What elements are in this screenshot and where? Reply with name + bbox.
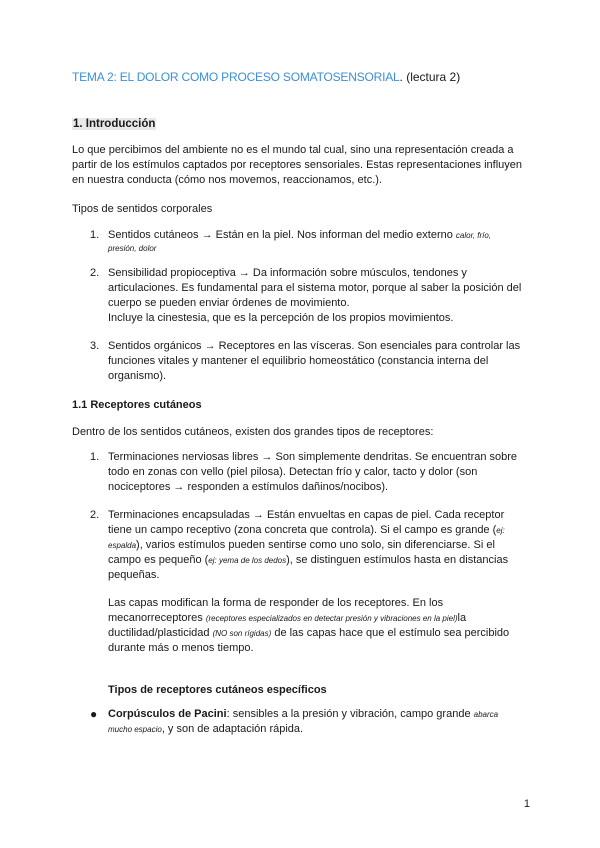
list-item: 2. Sensibilidad propioceptiva → Da información sobre músculos, tendones y articulaciones. Es fundamental para el sistema motor, porque al saber la posición del cuerpo se pueden enviar órdenes de movimiento. Incluye la cinestesia, que es la percepción de los propios movimientos. (90, 267, 522, 324)
section-heading-receptores: 1.1 Receptores cutáneos (72, 399, 202, 411)
list-item: 3. Sentidos orgánicos → Receptores en las vísceras. Son esenciales para controlar las funciones vitales y mantener el equilibrio homeostático (constancia interna del organismo). (90, 340, 521, 382)
receptores-intro: Dentro de los sentidos cutáneos, existen dos grandes tipos de receptores: (72, 426, 434, 438)
page-number: 1 (523, 798, 530, 810)
list-item: 2. Terminaciones encapsuladas → Están envueltas en capas de piel. Cada receptor tiene un campo receptivo (zona concreta que controla). Si el campo es grande (ej: espalda), varios estímulos pueden sentirse como uno solo, sin diferenciarse. Si el campo es pequeño (ej: yema de los dedos), se distinguen estímulos hasta en distancias pequeñas. (90, 509, 509, 581)
list-item: 1. Terminaciones nerviosas libres → Son simplemente dendritas. Se encuentran sobre todo en zonas con vello (piel pilosa). Detectan frío y calor, tacto y dolor (son nociceptores → responden a estímulos dañinos/nocibos). (90, 451, 518, 493)
subheading-tipos-receptores: Tipos de receptores cutáneos específicos (108, 684, 327, 696)
section-heading-introduccion: 1. Introducción (73, 118, 156, 130)
list-item: 1. Sentidos cutáneos → Están en la piel. Nos informan del medio externo calor, frío, presión, dolor (90, 229, 492, 253)
bullet-icon: ● (90, 707, 98, 721)
intro-paragraph: Lo que percibimos del ambiente no es el mundo tal cual, sino una representación creada a partir de los estímulos captados por receptores sensoriales. Estas representaciones influyen en nuestra conducta (cómo nos movemos, reaccionamos, etc.). (72, 144, 523, 186)
list-item: ● Corpúsculos de Pacini: sensibles a la presión y vibración, campo grande abarca mucho espacio, y son de adaptación rápida. (90, 707, 499, 735)
title-main: TEMA 2: EL DOLOR COMO PROCESO SOMATOSENSORIAL (72, 70, 400, 84)
tipos-sentidos-label: Tipos de sentidos corporales (72, 203, 213, 215)
title-sub: . (lectura 2) (399, 70, 461, 84)
capas-paragraph: Las capas modifican la forma de responder de los receptores. En los mecanorreceptores (receptores especializados en detectar presión y vibraciones en la piel)la ductilidad/plasticidad (NO son rígidas) de las capas hace que el estímulo sea percibido durante más o menos tiempo. (108, 597, 510, 654)
document-title (72, 70, 530, 85)
